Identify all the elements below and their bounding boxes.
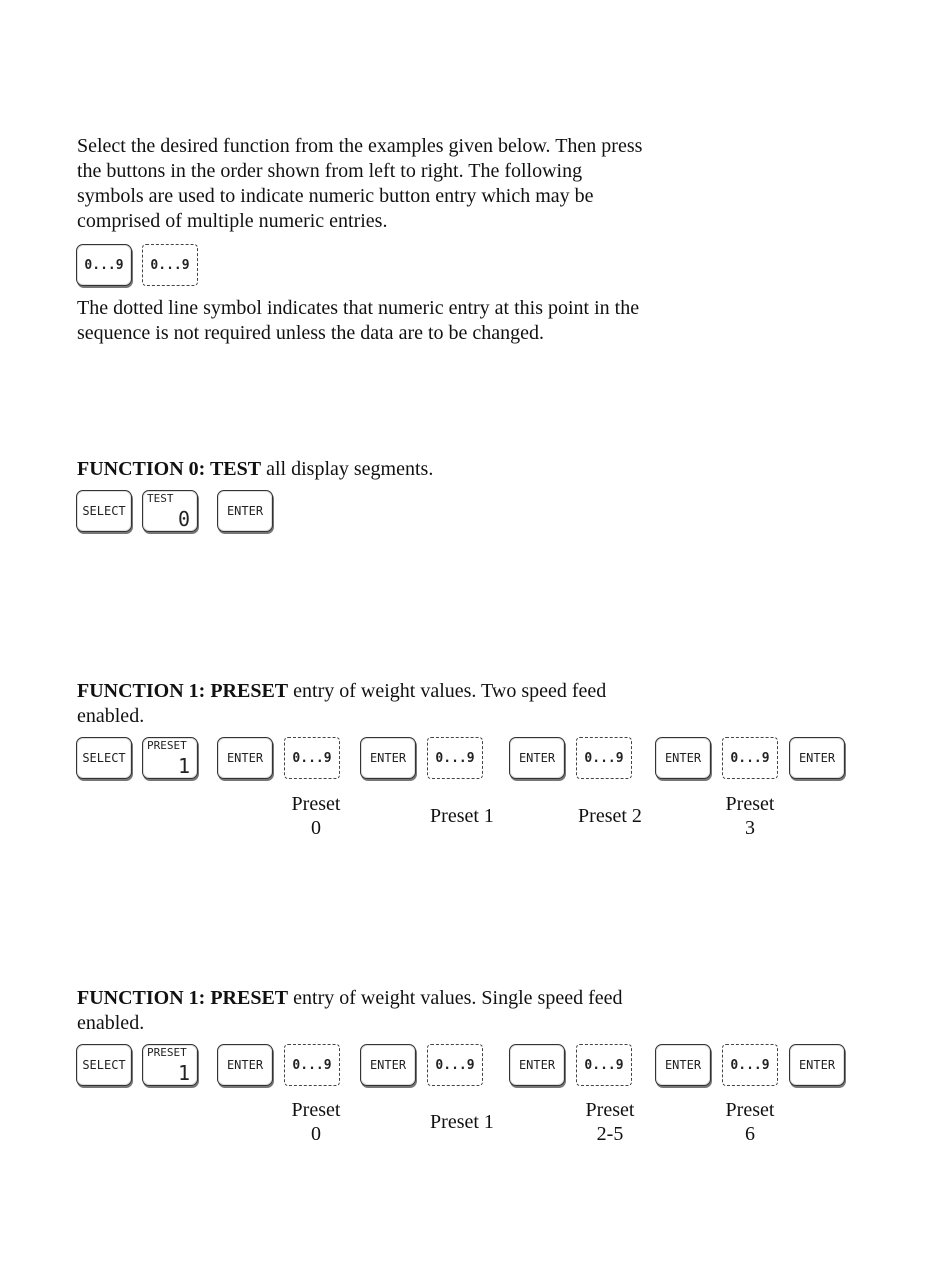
preset-0-label: Preset 0: [291, 1099, 341, 1145]
enter-key: ENTER: [655, 737, 711, 779]
enter-key: ENTER: [655, 1044, 711, 1086]
enter-key: ENTER: [217, 490, 273, 532]
test-key-label: TEST: [147, 492, 174, 505]
preset-key-digit: 1: [177, 1061, 190, 1085]
numeric-key-dashed: 0...9: [284, 737, 340, 779]
numeric-key-dashed: 0...9: [722, 737, 778, 779]
numeric-key-dashed: 0...9: [576, 1044, 632, 1086]
enter-key: ENTER: [509, 737, 565, 779]
numeric-key-symbol: 0...9: [76, 244, 132, 286]
preset-key-label: PRESET: [147, 739, 187, 752]
function-1b-title: FUNCTION 1: PRESET: [77, 987, 289, 1009]
preset-6-label: Preset 6: [725, 1099, 775, 1145]
enter-key: ENTER: [509, 1044, 565, 1086]
function-0-title: FUNCTION 0: TEST: [77, 458, 262, 480]
note-line: sequence is not required unless the data are to be changed.: [77, 322, 545, 344]
numeric-key-dashed: 0...9: [576, 737, 632, 779]
function-1a-title: FUNCTION 1: PRESET: [77, 680, 289, 702]
function-1a-desc: entry of weight values. Two speed feed: [288, 680, 607, 702]
enter-key: ENTER: [360, 737, 416, 779]
intro-paragraph: [77, 134, 642, 234]
enter-key: ENTER: [217, 737, 273, 779]
numeric-key-dashed-symbol: 0...9: [142, 244, 198, 286]
preset-1-label: Preset 1: [430, 1111, 494, 1133]
dotted-note: [77, 296, 639, 346]
select-key: SELECT: [76, 1044, 132, 1086]
numeric-key-dashed: 0...9: [722, 1044, 778, 1086]
intro-line: Select the desired function from the examples given below. Then press: [77, 135, 643, 157]
test-key: [142, 490, 198, 532]
intro-line: comprised of multiple numeric entries.: [77, 210, 388, 232]
function-1a-heading: [77, 679, 606, 729]
function-1b-desc: entry of weight values. Single speed feed: [288, 987, 623, 1009]
preset-1-label: Preset 1: [430, 805, 494, 827]
enter-key: ENTER: [360, 1044, 416, 1086]
intro-line: symbols are used to indicate numeric button entry which may be: [77, 185, 594, 207]
preset-key: [142, 737, 198, 779]
note-line: The dotted line symbol indicates that numeric entry at this point in the: [77, 297, 640, 319]
numeric-key-dashed: 0...9: [284, 1044, 340, 1086]
preset-key-label: PRESET: [147, 1046, 187, 1059]
select-key: SELECT: [76, 737, 132, 779]
preset-2-label: Preset 2: [578, 805, 642, 827]
preset-0-label: Preset 0: [291, 793, 341, 839]
function-0-desc: all display segments.: [261, 458, 434, 480]
preset-key: [142, 1044, 198, 1086]
preset-key-digit: 1: [177, 754, 190, 778]
preset-2-5-label: Preset 2-5: [585, 1099, 635, 1145]
enter-key: ENTER: [789, 737, 845, 779]
test-key-digit: 0: [177, 507, 190, 531]
numeric-key-dashed: 0...9: [427, 737, 483, 779]
function-1a-desc-line2: enabled.: [77, 705, 145, 727]
function-1b-desc-line2: enabled.: [77, 1012, 145, 1034]
enter-key: ENTER: [217, 1044, 273, 1086]
numeric-key-dashed: 0...9: [427, 1044, 483, 1086]
function-0-heading: [77, 457, 433, 482]
intro-line: the buttons in the order shown from left to right. The following: [77, 160, 583, 182]
enter-key: ENTER: [789, 1044, 845, 1086]
preset-3-label: Preset 3: [725, 793, 775, 839]
function-1b-heading: [77, 986, 623, 1036]
select-key: SELECT: [76, 490, 132, 532]
